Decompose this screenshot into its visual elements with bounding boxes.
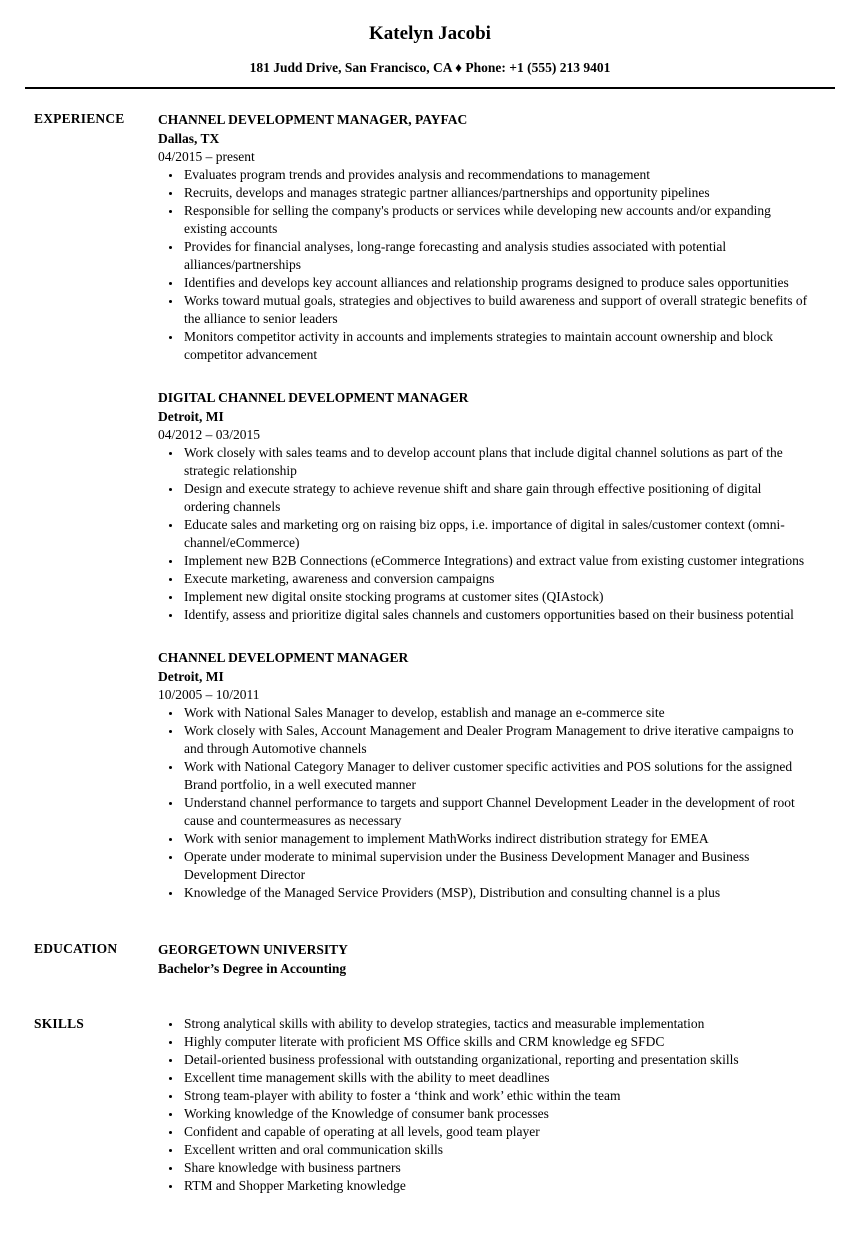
job-bullet: • Work closely with sales teams and to develop account plans that include digital channel solutions as part of the strategic relationship bbox=[182, 444, 808, 480]
skills-section bbox=[0, 1015, 860, 1195]
job-bullet: • Work closely with Sales, Account Management and Dealer Program Management to drive iterative campaigns to and through Automotive channels bbox=[182, 722, 808, 758]
skills-content bbox=[158, 1015, 808, 1195]
job-bullet: • Educate sales and marketing org on raising biz opps, i.e. importance of digital in sales/customer context (omni-channel/eCommerce) bbox=[182, 516, 808, 552]
skill-bullet: • Excellent written and oral communication skills bbox=[182, 1141, 808, 1159]
job-entry bbox=[158, 648, 808, 902]
skill-bullet: • Working knowledge of the Knowledge of consumer bank processes bbox=[182, 1105, 808, 1123]
job-bullet: • Knowledge of the Managed Service Providers (MSP), Distribution and consulting channel is a plus bbox=[182, 884, 808, 902]
job-location: Detroit, MI bbox=[158, 409, 224, 424]
education-school: GEORGETOWN UNIVERSITY bbox=[158, 942, 348, 957]
job-bullet: • Responsible for selling the company's products or services while developing new accounts and/or expanding existing accounts bbox=[182, 202, 808, 238]
experience-section-label: EXPERIENCE bbox=[34, 111, 125, 126]
candidate-name: Katelyn Jacobi bbox=[369, 23, 491, 44]
job-bullet-list bbox=[158, 444, 808, 624]
job-title: DIGITAL CHANNEL DEVELOPMENT MANAGER bbox=[158, 390, 469, 405]
job-title: CHANNEL DEVELOPMENT MANAGER bbox=[158, 650, 409, 665]
skill-bullet: • Detail-oriented business professional with outstanding organizational, reporting and presentation skills bbox=[182, 1051, 808, 1069]
job-location: Detroit, MI bbox=[158, 669, 224, 684]
experience-content bbox=[158, 110, 808, 902]
job-bullet: • Identify, assess and prioritize digital sales channels and customers opportunities based on their business potential bbox=[182, 606, 808, 624]
education-section bbox=[0, 940, 860, 978]
job-bullet: • Monitors competitor activity in accounts and implements strategies to maintain account ownership and block competitor advancement bbox=[182, 328, 808, 364]
job-location: Dallas, TX bbox=[158, 131, 220, 146]
skill-bullet: • Strong analytical skills with ability to develop strategies, tactics and measurable implementation bbox=[182, 1015, 808, 1033]
job-bullet: • Operate under moderate to minimal supervision under the Business Development Manager and Business Development Director bbox=[182, 848, 808, 884]
skill-bullet: • Confident and capable of operating at all levels, good team player bbox=[182, 1123, 808, 1141]
job-bullet: • Provides for financial analyses, long-range forecasting and analysis studies associated with potential alliances/partnerships bbox=[182, 238, 808, 274]
job-bullet: • Implement new B2B Connections (eCommerce Integrations) and extract value from existing customer integrations bbox=[182, 552, 808, 570]
job-dates: 10/2005 – 10/2011 bbox=[158, 687, 260, 702]
job-bullet: • Work with National Category Manager to deliver customer specific activities and POS solutions for the assigned Brand portfolio, in a well executed manner bbox=[182, 758, 808, 794]
skill-bullet: • Share knowledge with business partners bbox=[182, 1159, 808, 1177]
skills-section-label: SKILLS bbox=[34, 1016, 84, 1031]
job-bullet: • Evaluates program trends and provides analysis and recommendations to management bbox=[182, 166, 808, 184]
skill-bullet: • Strong team-player with ability to foster a ‘think and work’ ethic within the team bbox=[182, 1087, 808, 1105]
job-title: CHANNEL DEVELOPMENT MANAGER, PAYFAC bbox=[158, 112, 468, 127]
job-bullet-list bbox=[158, 166, 808, 364]
job-dates: 04/2012 – 03/2015 bbox=[158, 427, 261, 442]
skills-bullet-list bbox=[158, 1015, 808, 1195]
job-entry bbox=[158, 388, 808, 624]
job-bullet: • Identifies and develops key account alliances and relationship programs designed to produce sales opportunities bbox=[182, 274, 808, 292]
job-bullet: • Understand channel performance to targets and support Channel Development Leader in the development of root cause and countermeasures as necessary bbox=[182, 794, 808, 830]
education-degree: Bachelor’s Degree in Accounting bbox=[158, 961, 347, 976]
header-divider bbox=[25, 87, 835, 89]
job-dates: 04/2015 – present bbox=[158, 149, 255, 164]
job-bullet: • Recruits, develops and manages strategic partner alliances/partnerships and opportunity pipelines bbox=[182, 184, 808, 202]
skill-bullet: • Excellent time management skills with the ability to meet deadlines bbox=[182, 1069, 808, 1087]
job-bullet: • Work with National Sales Manager to develop, establish and manage an e-commerce site bbox=[182, 704, 808, 722]
skill-bullet: • Highly computer literate with proficient MS Office skills and CRM knowledge eg SFDC bbox=[182, 1033, 808, 1051]
job-bullet: • Execute marketing, awareness and conversion campaigns bbox=[182, 570, 808, 588]
contact-line: 181 Judd Drive, San Francisco, CA ♦ Phone: +1 (555) 213 9401 bbox=[249, 60, 611, 75]
job-bullet: • Design and execute strategy to achieve revenue shift and share gain through effective positioning of digital ordering channels bbox=[182, 480, 808, 516]
job-bullet: • Works toward mutual goals, strategies and objectives to build awareness and support of overall strategic benefits of the alliance to senior leaders bbox=[182, 292, 808, 328]
experience-section bbox=[0, 110, 860, 902]
skill-bullet: • RTM and Shopper Marketing knowledge bbox=[182, 1177, 808, 1195]
job-bullet-list bbox=[158, 704, 808, 902]
education-content bbox=[158, 940, 808, 978]
job-bullet: • Work with senior management to implement MathWorks indirect distribution strategy for EMEA bbox=[182, 830, 808, 848]
job-bullet: • Implement new digital onsite stocking programs at customer sites (QIAstock) bbox=[182, 588, 808, 606]
job-entry bbox=[158, 110, 808, 364]
education-section-label: EDUCATION bbox=[34, 941, 118, 956]
resume-header bbox=[0, 0, 860, 77]
